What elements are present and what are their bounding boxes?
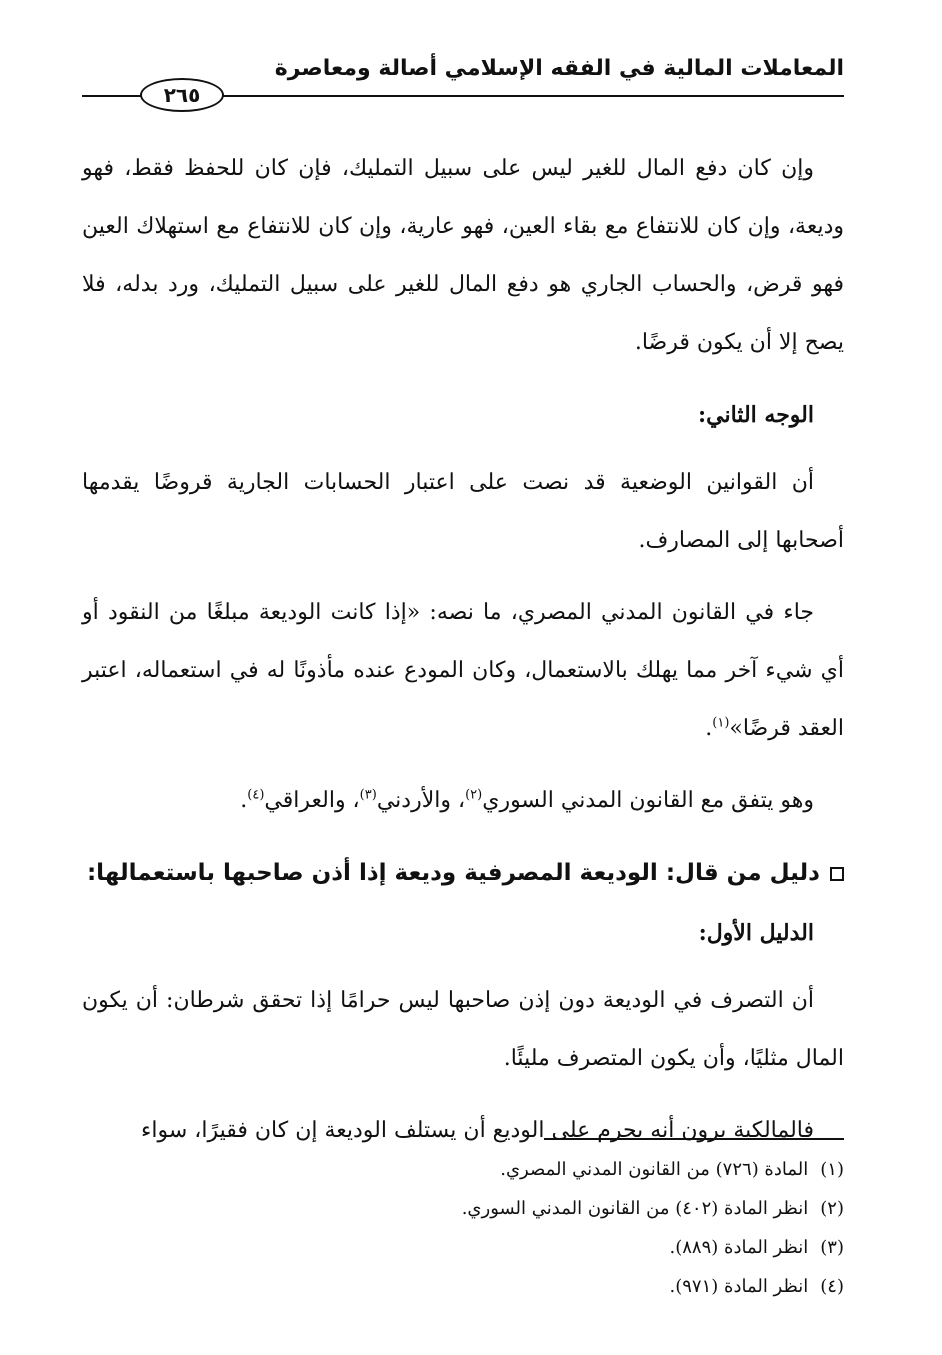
footnote-number: (٣) — [820, 1237, 844, 1258]
footnote-ref-1[interactable]: (١) — [712, 715, 730, 731]
running-title: المعاملات المالية في الفقه الإسلامي أصالة ومعاصرة — [274, 56, 844, 81]
footnote-number: (١) — [820, 1159, 844, 1180]
section-heading — [82, 844, 844, 902]
footnote-number: (٢) — [820, 1198, 844, 1219]
paragraph-6: فالمالكية يرون أنه يحرم على الوديع أن يستلف الوديعة إن كان فقيرًا، سواء — [141, 1118, 814, 1143]
paragraph-3-text: جاء في القانون المدني المصري، ما نصه: «إذا كانت الوديعة مبلغًا من النقود أو أي شيء آخر مما يهلك بالاستعمال، وكان المودع عنده مأذونًا له في استعماله، اعتبر العقد قرضًا» — [82, 600, 844, 741]
footnote-ref-3[interactable]: (٣) — [359, 787, 377, 803]
body-text — [82, 140, 844, 1174]
footnote-text: المادة (٧٢٦) من القانون المدني المصري. — [500, 1159, 809, 1180]
footnotes — [144, 1150, 844, 1306]
footnote-2 — [144, 1189, 844, 1228]
footnote-3 — [144, 1228, 844, 1267]
footnote-text: انظر المادة (٤٠٢) من القانون المدني السوري. — [461, 1198, 809, 1219]
footnote-1 — [144, 1150, 844, 1189]
paragraph-4-part-c: ، والعراقي — [264, 788, 360, 813]
paragraph-4-part-a: وهو يتفق مع القانون المدني السوري — [482, 788, 814, 813]
section-heading-text: دليل من قال: الوديعة المصرفية وديعة إذا أذن صاحبها باستعمالها: — [86, 860, 820, 886]
checkbox-icon — [830, 867, 844, 881]
heading-first-evidence: الدليل الأول: — [698, 920, 814, 946]
footnote-number: (٤) — [820, 1276, 844, 1297]
paragraph-4 — [82, 772, 844, 830]
footnote-text: انظر المادة (٨٨٩). — [669, 1237, 809, 1258]
heading-second-aspect: الوجه الثاني: — [698, 402, 814, 428]
paragraph-3 — [82, 584, 844, 758]
paragraph-4-end: . — [240, 788, 248, 813]
footnote-text: انظر المادة (٩٧١). — [669, 1276, 809, 1297]
paragraph-5: أن التصرف في الوديعة دون إذن صاحبها ليس حرامًا إذا تحقق شرطان: أن يكون المال مثليًا، وأن يكون المتصرف مليئًا. — [82, 988, 844, 1071]
paragraph-1: وإن كان دفع المال للغير ليس على سبيل التمليك، فإن كان للحفظ فقط، فهو وديعة، وإن كان للانتفاع مع بقاء العين، فهو عارية، وإن كان للانتفاع مع استهلاك العين فهو قرض، والحساب الجاري هو دفع المال للغير على سبيل التمليك، ورد بدله، فلا يصح إلا أن يكون قرضًا. — [82, 156, 844, 355]
page-number: ٢٦٥ — [140, 78, 224, 112]
paragraph-3-end: . — [705, 716, 713, 741]
footnote-ref-4[interactable]: (٤) — [247, 787, 265, 803]
footnote-rule — [544, 1138, 844, 1140]
paragraph-4-part-b: ، والأردني — [376, 788, 466, 813]
paragraph-2: أن القوانين الوضعية قد نصت على اعتبار الحسابات الجارية قروضًا يقدمها أصحابها إلى المصارف. — [82, 470, 844, 553]
footnote-4 — [144, 1267, 844, 1306]
footnote-ref-2[interactable]: (٢) — [465, 787, 483, 803]
